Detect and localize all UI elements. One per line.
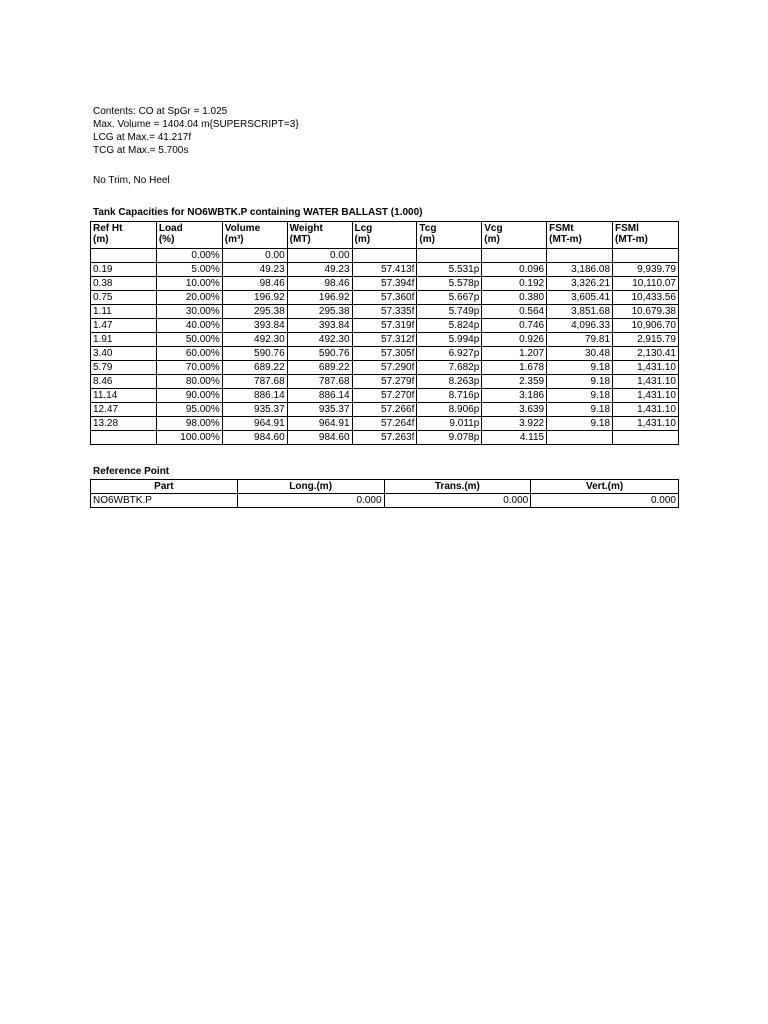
table-cell: 98.46 <box>222 277 287 291</box>
table-row <box>91 305 679 319</box>
column-header-label: Vcg <box>484 223 503 234</box>
table-cell <box>613 249 679 263</box>
column-header-label: Volume <box>224 223 261 234</box>
table-cell: 935.37 <box>222 403 287 417</box>
column-header: Trans.(m) <box>384 480 531 494</box>
table-cell: 57.264f <box>352 417 417 431</box>
table-cell <box>91 249 157 263</box>
column-header <box>417 222 482 249</box>
table-cell <box>547 249 613 263</box>
table-cell: 1.207 <box>482 347 547 361</box>
table-cell: 5.667p <box>417 291 482 305</box>
table-cell: 10.00% <box>156 277 222 291</box>
table-row <box>91 249 679 263</box>
table-cell: 9.18 <box>547 403 613 417</box>
table-cell: 10,679.38 <box>613 305 679 319</box>
table-cell: 9,939.79 <box>613 263 679 277</box>
table-cell: 0.00 <box>287 249 352 263</box>
table-cell: 0.00 <box>222 249 287 263</box>
table-cell: 57.360f <box>352 291 417 305</box>
column-header-label: FSMt <box>549 223 574 234</box>
table-cell: 49.23 <box>222 263 287 277</box>
table-cell: 57.270f <box>352 389 417 403</box>
table-cell: 0.000 <box>384 494 531 508</box>
table-cell: 7.682p <box>417 361 482 375</box>
table-cell: 984.60 <box>222 431 287 445</box>
table-cell: 295.38 <box>222 305 287 319</box>
column-header <box>352 222 417 249</box>
table-cell: 0.564 <box>482 305 547 319</box>
table-cell: 79.81 <box>547 333 613 347</box>
table-cell: 9.18 <box>547 417 613 431</box>
column-header <box>547 222 613 249</box>
table-cell: 9.18 <box>547 389 613 403</box>
column-header-unit: (m) <box>484 234 500 245</box>
table-cell: 3,851.68 <box>547 305 613 319</box>
table-cell: 98.46 <box>287 277 352 291</box>
table-row <box>91 291 679 305</box>
table-cell: 9.18 <box>547 361 613 375</box>
table-cell: 2,130.41 <box>613 347 679 361</box>
table-cell: 0.000 <box>237 494 384 508</box>
table-cell: 196.92 <box>287 291 352 305</box>
table-cell: 11.14 <box>91 389 157 403</box>
table-cell: 20.00% <box>156 291 222 305</box>
table-cell: 1.91 <box>91 333 157 347</box>
table-cell: 0.926 <box>482 333 547 347</box>
capacity-table-title: Tank Capacities for NO6WBTK.P containing WATER BALLAST (1.000) <box>93 207 423 218</box>
trim-heel-note: No Trim, No Heel <box>93 175 170 186</box>
tcg-line: TCG at Max.= 5.700s <box>93 145 189 156</box>
table-cell: 1,431.10 <box>613 417 679 431</box>
table-row <box>91 333 679 347</box>
table-cell: 1.47 <box>91 319 157 333</box>
table-cell: 0.00% <box>156 249 222 263</box>
table-cell: 3.40 <box>91 347 157 361</box>
column-header: Long.(m) <box>237 480 384 494</box>
table-cell: 0.380 <box>482 291 547 305</box>
table-cell: 57.335f <box>352 305 417 319</box>
table-cell: 1,431.10 <box>613 361 679 375</box>
column-header-label: FSMl <box>615 223 639 234</box>
table-cell: 1.678 <box>482 361 547 375</box>
table-cell: 0.000 <box>531 494 679 508</box>
table-cell <box>482 249 547 263</box>
table-cell: 3.639 <box>482 403 547 417</box>
table-cell: 5.749p <box>417 305 482 319</box>
table-cell: 4.115 <box>482 431 547 445</box>
table-cell: 3,326.21 <box>547 277 613 291</box>
table-cell: 2.359 <box>482 375 547 389</box>
table-cell: 9.18 <box>547 375 613 389</box>
column-header-unit: (MT) <box>289 234 311 245</box>
table-cell: 8.906p <box>417 403 482 417</box>
table-cell: 3,605.41 <box>547 291 613 305</box>
table-row <box>91 263 679 277</box>
table-row <box>91 319 679 333</box>
column-header-label: Load <box>158 223 183 234</box>
table-cell: 12.47 <box>91 403 157 417</box>
column-header <box>222 222 287 249</box>
table-header-row <box>91 222 679 249</box>
table-cell: 393.84 <box>287 319 352 333</box>
table-cell: 964.91 <box>222 417 287 431</box>
table-cell: 886.14 <box>222 389 287 403</box>
table-cell: 9.011p <box>417 417 482 431</box>
table-cell: 57.413f <box>352 263 417 277</box>
table-cell: 5.79 <box>91 361 157 375</box>
table-cell: 57.305f <box>352 347 417 361</box>
table-cell: 3,186.08 <box>547 263 613 277</box>
table-cell: 8.46 <box>91 375 157 389</box>
column-header <box>482 222 547 249</box>
table-row <box>91 389 679 403</box>
table-row <box>91 431 679 445</box>
table-cell: 0.096 <box>482 263 547 277</box>
table-cell: 57.266f <box>352 403 417 417</box>
table-cell: 2,915.79 <box>613 333 679 347</box>
table-row <box>91 403 679 417</box>
table-row <box>91 417 679 431</box>
table-cell: 689.22 <box>287 361 352 375</box>
table-cell: 492.30 <box>287 333 352 347</box>
table-cell: 1,431.10 <box>613 403 679 417</box>
table-cell: 8.263p <box>417 375 482 389</box>
column-header-label: Tcg <box>419 223 437 234</box>
table-cell <box>91 431 157 445</box>
table-cell: 60.00% <box>156 347 222 361</box>
table-cell: 4,096.33 <box>547 319 613 333</box>
table-cell: 492.30 <box>222 333 287 347</box>
table-cell: 3.186 <box>482 389 547 403</box>
table-cell <box>352 249 417 263</box>
table-cell: 40.00% <box>156 319 222 333</box>
column-header-unit: (m) <box>93 234 109 245</box>
tank-capacity-table <box>90 221 679 445</box>
column-header-unit: (MT-m) <box>615 234 648 245</box>
table-cell: 5.531p <box>417 263 482 277</box>
table-cell: NO6WBTK.P <box>91 494 238 508</box>
reference-point-title: Reference Point <box>93 466 170 477</box>
table-cell: 30.00% <box>156 305 222 319</box>
table-cell: 3.922 <box>482 417 547 431</box>
table-row <box>91 375 679 389</box>
column-header <box>287 222 352 249</box>
table-cell: 787.68 <box>287 375 352 389</box>
table-cell: 6.927p <box>417 347 482 361</box>
table-cell: 70.00% <box>156 361 222 375</box>
table-cell: 8.716p <box>417 389 482 403</box>
column-header-unit: (%) <box>158 234 175 245</box>
table-cell: 57.319f <box>352 319 417 333</box>
table-cell: 1,431.10 <box>613 389 679 403</box>
table-cell <box>613 431 679 445</box>
table-cell: 100.00% <box>156 431 222 445</box>
table-cell: 964.91 <box>287 417 352 431</box>
table-header-row <box>91 480 679 494</box>
column-header <box>613 222 679 249</box>
table-cell: 984.60 <box>287 431 352 445</box>
table-cell: 13.28 <box>91 417 157 431</box>
table-cell: 10,906.70 <box>613 319 679 333</box>
table-cell: 90.00% <box>156 389 222 403</box>
table-row <box>91 361 679 375</box>
contents-line: Contents: CO at SpGr = 1.025 <box>93 106 228 117</box>
column-header-label: Weight <box>289 223 323 234</box>
table-cell: 590.76 <box>222 347 287 361</box>
table-cell: 57.263f <box>352 431 417 445</box>
table-cell: 295.38 <box>287 305 352 319</box>
table-cell: 196.92 <box>222 291 287 305</box>
table-cell: 1.11 <box>91 305 157 319</box>
table-cell: 57.394f <box>352 277 417 291</box>
column-header-label: Ref Ht <box>93 223 123 234</box>
column-header: Part <box>91 480 238 494</box>
table-row <box>91 277 679 291</box>
tank-info-block <box>93 105 299 157</box>
table-cell: 5.824p <box>417 319 482 333</box>
table-cell: 0.192 <box>482 277 547 291</box>
table-row <box>91 494 679 508</box>
table-cell: 590.76 <box>287 347 352 361</box>
column-header-label: Lcg <box>354 223 373 234</box>
column-header-unit: (m³) <box>224 234 244 245</box>
table-cell: 5.994p <box>417 333 482 347</box>
table-cell: 80.00% <box>156 375 222 389</box>
column-header-unit: (m) <box>419 234 435 245</box>
table-cell: 1,431.10 <box>613 375 679 389</box>
table-cell: 787.68 <box>222 375 287 389</box>
table-cell: 10,110.07 <box>613 277 679 291</box>
table-cell: 5.578p <box>417 277 482 291</box>
reference-point-table <box>90 479 679 508</box>
table-cell: 50.00% <box>156 333 222 347</box>
table-cell: 98.00% <box>156 417 222 431</box>
table-cell: 57.290f <box>352 361 417 375</box>
table-cell <box>547 431 613 445</box>
table-cell: 0.75 <box>91 291 157 305</box>
table-cell: 57.279f <box>352 375 417 389</box>
table-cell: 49.23 <box>287 263 352 277</box>
table-cell: 886.14 <box>287 389 352 403</box>
table-cell: 95.00% <box>156 403 222 417</box>
table-cell: 0.746 <box>482 319 547 333</box>
table-cell: 9.078p <box>417 431 482 445</box>
table-cell: 0.19 <box>91 263 157 277</box>
table-cell: 10,433.56 <box>613 291 679 305</box>
table-cell <box>417 249 482 263</box>
table-cell: 935.37 <box>287 403 352 417</box>
table-cell: 393.84 <box>222 319 287 333</box>
table-cell: 0.38 <box>91 277 157 291</box>
max-volume-line: Max. Volume = 1404.04 m{SUPERSCRIPT=3} <box>93 119 299 130</box>
table-cell: 5.00% <box>156 263 222 277</box>
table-cell: 57.312f <box>352 333 417 347</box>
table-row <box>91 347 679 361</box>
column-header-unit: (MT-m) <box>549 234 582 245</box>
lcg-line: LCG at Max.= 41.217f <box>93 132 192 143</box>
column-header <box>156 222 222 249</box>
column-header: Vert.(m) <box>531 480 679 494</box>
table-cell: 689.22 <box>222 361 287 375</box>
column-header-unit: (m) <box>354 234 371 245</box>
column-header <box>91 222 157 249</box>
table-cell: 30.48 <box>547 347 613 361</box>
